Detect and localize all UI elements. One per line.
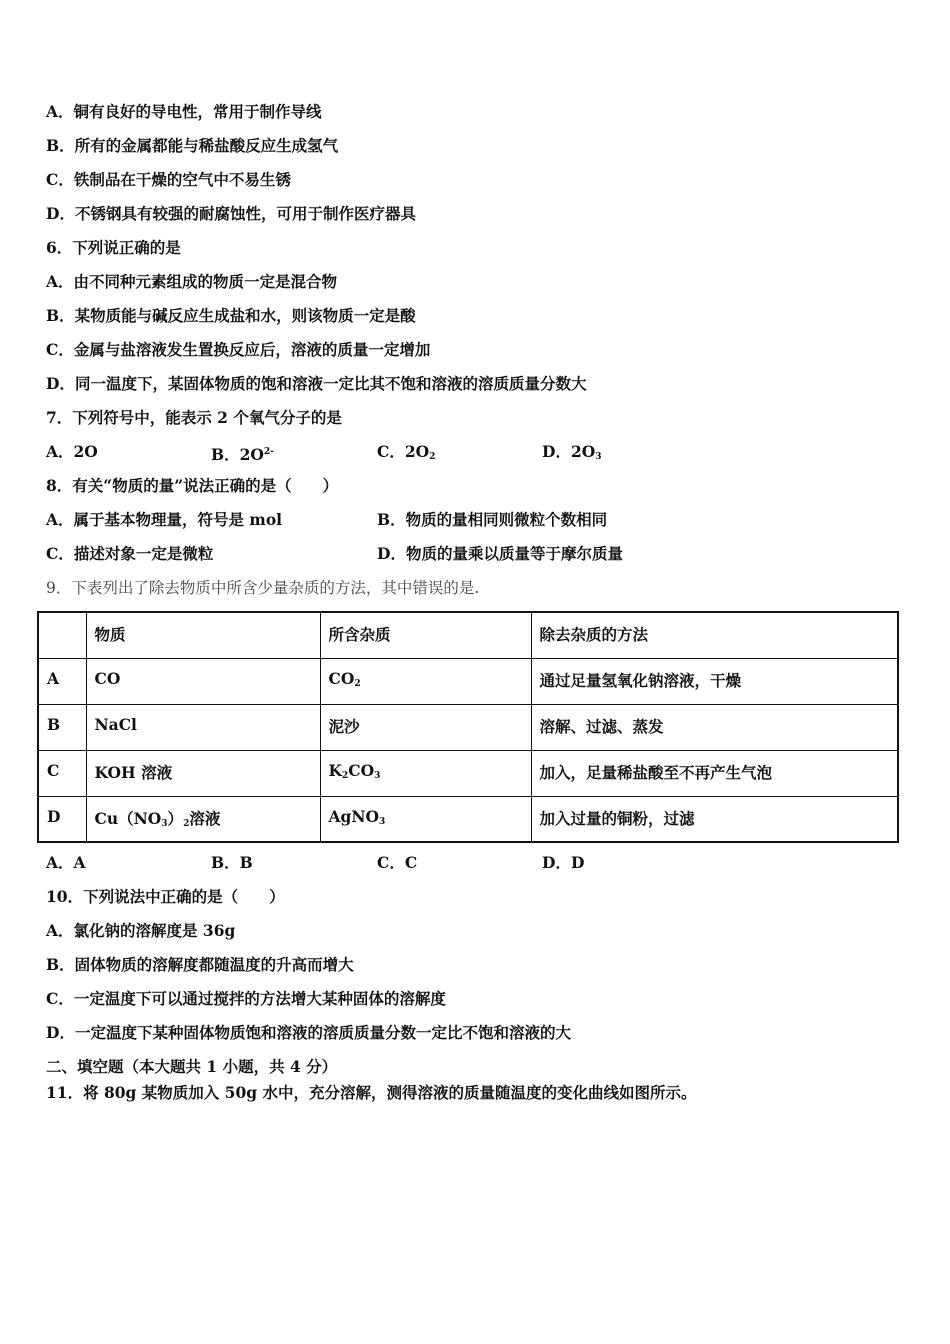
q5-option-c: C．铁制品在干燥的空气中不易生锈 bbox=[46, 170, 291, 189]
q5-option-b: B．所有的金属都能与稀盐酸反应生成氢气 bbox=[46, 136, 339, 155]
q8-option-b: B．物质的量相同则微粒个数相同 bbox=[377, 510, 608, 529]
table-header-cell: 所含杂质 bbox=[320, 612, 531, 658]
q10-stem: 10．下列说法中正确的是（ ） bbox=[46, 887, 285, 906]
method-cell: 通过足量氢氧化钠溶液，干燥 bbox=[531, 658, 898, 704]
method-cell: 溶解、过滤、蒸发 bbox=[531, 704, 898, 750]
q6-option-a: A．由不同种元素组成的物质一定是混合物 bbox=[46, 272, 338, 291]
table-row bbox=[38, 750, 898, 796]
table-header-cell bbox=[38, 612, 86, 658]
substance-cell: $Cu(NO_3)_2$溶液 bbox=[86, 796, 320, 842]
q10-option-b: B．固体物质的溶解度都随温度的升高而增大 bbox=[46, 955, 354, 974]
q7-option-a: A．2O bbox=[46, 442, 98, 461]
q8-option-d: D．物质的量乘以质量等于摩尔质量 bbox=[377, 544, 623, 563]
method-cell: 加入，足量稀盐酸至不再产生气泡 bbox=[531, 750, 898, 796]
q8-stem: 8．有关“物质的量”说法正确的是（ ） bbox=[46, 476, 339, 495]
row-label: C bbox=[38, 750, 86, 796]
table-header-cell: 除去杂质的方法 bbox=[531, 612, 898, 658]
table-row bbox=[38, 658, 898, 704]
q5-option-d: D．不锈钢具有较强的耐腐蚀性，可用于制作医疗器具 bbox=[46, 204, 416, 223]
q6-option-b: B．某物质能与碱反应生成盐和水，则该物质一定是酸 bbox=[46, 306, 416, 325]
substance-cell: CO bbox=[86, 658, 320, 704]
q9-option-a: A．A bbox=[46, 853, 86, 872]
impurity-cell: 泥沙 bbox=[320, 704, 531, 750]
row-label: D bbox=[38, 796, 86, 842]
q10-option-a: A．氯化钠的溶解度是 36g bbox=[46, 921, 236, 940]
q6-option-c: C．金属与盐溶液发生置换反应后，溶液的质量一定增加 bbox=[46, 340, 431, 359]
impurity-cell: $K_2CO_3$ bbox=[320, 750, 531, 796]
impurity-table bbox=[37, 611, 899, 843]
q6-option-d: D．同一温度下，某固体物质的饱和溶液一定比其不饱和溶液的溶质质量分数大 bbox=[46, 374, 587, 393]
q6-stem: 6．下列说正确的是 bbox=[46, 238, 181, 257]
impurity-cell: $CO_2$ bbox=[320, 658, 531, 704]
q7-stem: 7．下列符号中，能表示 2 个氧气分子的是 bbox=[46, 408, 342, 427]
table-header-row bbox=[38, 612, 898, 658]
q10-option-c: C．一定温度下可以通过搅拌的方法增大某种固体的溶解度 bbox=[46, 989, 446, 1008]
q9-stem: 9．下表列出了除去物质中所含少量杂质的方法，其中错误的是. bbox=[46, 579, 480, 597]
section-heading: 二、填空题（本大题共 1 小题，共 4 分） bbox=[46, 1057, 338, 1076]
q8-option-a: A．属于基本物理量，符号是 mol bbox=[46, 510, 283, 529]
table-header-cell: 物质 bbox=[86, 612, 320, 658]
q9-option-c: C．C bbox=[377, 853, 418, 872]
impurity-cell: AgNO$_3$ bbox=[320, 796, 531, 842]
table-row bbox=[38, 796, 898, 842]
q7-option-c: C．$2O_2$ bbox=[377, 442, 436, 462]
row-label: A bbox=[38, 658, 86, 704]
substance-cell: KOH 溶液 bbox=[86, 750, 320, 796]
q7-option-d: D．$2O_3$ bbox=[542, 442, 602, 462]
method-cell: 加入过量的铜粉，过滤 bbox=[531, 796, 898, 842]
substance-cell: NaCl bbox=[86, 704, 320, 750]
q9-option-d: D．D bbox=[542, 853, 585, 872]
q9-option-b: B．B bbox=[211, 853, 253, 872]
q10-option-d: D．一定温度下某种固体物质饱和溶液的溶质质量分数一定比不饱和溶液的大 bbox=[46, 1023, 571, 1042]
row-label: B bbox=[38, 704, 86, 750]
q8-option-c: C．描述对象一定是微粒 bbox=[46, 544, 214, 563]
table-row bbox=[38, 704, 898, 750]
q11-stem: 11．将 80g 某物质加入 50g 水中，充分溶解，测得溶液的质量随温度的变化曲线如图所示。 bbox=[46, 1083, 697, 1102]
q7-option-b: B．$2O^{2-}$ bbox=[211, 445, 274, 464]
q5-option-a: A．铜有良好的导电性，常用于制作导线 bbox=[46, 102, 322, 121]
